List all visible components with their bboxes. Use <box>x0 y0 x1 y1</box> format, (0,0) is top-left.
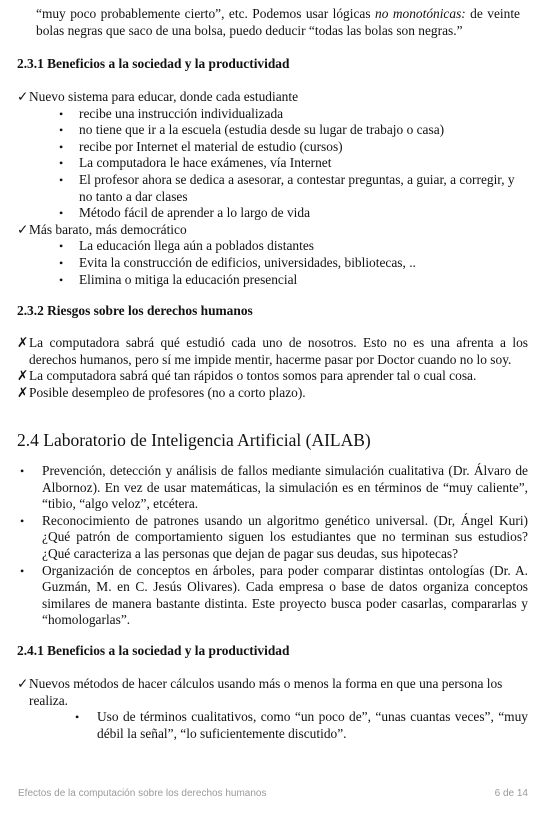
benefit-subitem-text: La educación llega aún a poblados distantes <box>79 238 314 254</box>
benefit-subitem <box>17 172 524 205</box>
bullet-icon <box>20 563 34 580</box>
benefit-subitem-text: El profesor ahora se dedica a asesorar, a contestar preguntas, a guiar, a corregir, y no tanto a dar clases <box>79 171 515 204</box>
benefit-subitem <box>17 255 524 272</box>
bullet-icon <box>59 272 73 289</box>
check-mark-icon: ✓ <box>17 676 29 691</box>
bullet-icon <box>59 139 73 156</box>
risk-item <box>17 335 528 368</box>
benefit-subitem <box>17 139 524 156</box>
section-heading-2-3-1: 2.3.1 Beneficios a la sociedad y la productividad <box>17 56 290 71</box>
ailab-benefit-subitem <box>17 709 528 742</box>
benefit-item <box>17 222 524 239</box>
ailab-project-text: Organización de conceptos en árboles, para poder comparar distintas ontologías (Dr. A. Guzmán, M. en C. Jesús Olivares). Cada empresa o base de datos organiza conceptos similares de manera bastante distinta. Este proyecto busca poder casarlas, compararlas y “homologarlas”. <box>42 562 528 628</box>
bullet-icon <box>75 709 89 726</box>
x-mark-icon: ✗ <box>17 384 29 400</box>
bullet-icon <box>59 172 73 189</box>
bullet-icon <box>59 122 73 139</box>
benefit-subitem <box>17 106 524 123</box>
section-heading-2-4-1: 2.4.1 Beneficios a la sociedad y la productividad <box>17 643 290 658</box>
ailab-project-item <box>17 463 528 513</box>
ailab-project-text: Prevención, detección y análisis de fallos mediante simulación cualitativa (Dr. Álvaro de Albornoz). En vez de usar matemáticas, la simulación es en términos de “muy caliente”, “tibio, “algo veloz”, etcétera. <box>42 463 528 512</box>
risks-list <box>17 335 528 401</box>
bullet-icon <box>59 106 73 123</box>
page-number: 6 de 14 <box>494 788 528 799</box>
benefits-list <box>17 89 524 288</box>
bullet-icon <box>59 205 73 222</box>
bullet-icon <box>20 463 34 480</box>
page-footer <box>18 786 528 803</box>
ailab-benefit-subitem-text: Uso de términos cualitativos, como “un poco de”, “unas cuantas veces”, “muy débil la señal”, “lo suficientemente discutido”. <box>97 709 528 741</box>
benefit-subitem <box>17 155 524 172</box>
ailab-projects-list <box>17 463 528 629</box>
x-mark-icon: ✗ <box>17 368 29 384</box>
risk-item <box>17 368 528 385</box>
risk-item <box>17 385 528 402</box>
benefit-subitem-text: recibe por Internet el material de estudio (cursos) <box>79 138 343 154</box>
benefit-subitem-text: recibe una instrucción individualizada <box>79 105 284 121</box>
check-mark-icon: ✓ <box>17 221 29 237</box>
ailab-project-item <box>17 563 528 629</box>
x-mark-icon: ✗ <box>17 335 29 350</box>
section-heading-2-3-2: 2.3.2 Riesgos sobre los derechos humanos <box>17 303 253 318</box>
ailab-benefits-list <box>17 676 528 742</box>
bullet-icon <box>59 155 73 172</box>
benefit-subitem-text: La computadora le hace exámenes, vía Internet <box>79 155 332 171</box>
benefit-item <box>17 89 524 106</box>
benefit-subitem-text: Elimina o mitiga la educación presencial <box>79 271 298 287</box>
benefit-subitem <box>17 122 524 139</box>
ailab-project-text: Reconocimiento de patrones usando un algoritmo genético universal. (Dr, Ángel Kuri) ¿Qué patrón de comportamiento siguen los estudiantes que no terminan sus estudios? ¿Qué caracteriza a las personas que dejan de pagar sus deudas, sus hipotecas? <box>42 512 528 561</box>
ailab-benefit-item <box>17 676 528 709</box>
section-heading-2-4: 2.4 Laboratorio de Inteligencia Artificial (AILAB) <box>17 430 371 450</box>
risk-item-text: Posible desempleo de profesores (no a corto plazo). <box>29 384 306 400</box>
ailab-project-item <box>17 513 528 563</box>
bullet-icon <box>59 238 73 255</box>
risk-item-text: La computadora sabrá qué tan rápidos o tontos somos para aprender tal o cual cosa. <box>29 368 477 384</box>
check-mark-icon: ✓ <box>17 89 29 104</box>
footer-title: Efectos de la computación sobre los derechos humanos <box>18 788 267 799</box>
risk-item-text: La computadora sabrá qué estudió cada uno de nosotros. Esto no es una afrenta a los derechos humanos, pero sí me impide mentir, hacerme pasar por Doctor cuando no lo soy. <box>29 335 528 367</box>
benefit-subitem <box>17 272 524 289</box>
intro-text-post: de veinte bolas negras que saco de una bolsa, puedo deducir “todas las bolas son negras.” <box>36 6 520 38</box>
ailab-benefit-text: Nuevos métodos de hacer cálculos usando más o menos la forma en que una persona los realiza. <box>29 676 503 708</box>
benefit-subitem-text: Evita la construcción de edificios, universidades, bibliotecas, .. <box>79 254 416 270</box>
intro-text-pre: “muy poco probablemente cierto”, etc. Podemos usar lógicas <box>36 6 375 21</box>
benefit-subitem <box>17 205 524 222</box>
benefit-subitem-text: no tiene que ir a la escuela (estudia desde su lugar de trabajo o casa) <box>79 122 445 138</box>
benefit-subitem-text: Método fácil de aprender a lo largo de vida <box>79 205 311 221</box>
bullet-icon <box>59 255 73 272</box>
benefit-item-text: Nuevo sistema para educar, donde cada estudiante <box>29 89 299 104</box>
intro-text-emphasis: no monotónicas: <box>375 6 466 21</box>
benefit-subitem <box>17 238 524 255</box>
intro-paragraph <box>36 6 520 39</box>
benefit-item-text: Más barato, más democrático <box>29 221 187 237</box>
bullet-icon <box>20 513 34 530</box>
